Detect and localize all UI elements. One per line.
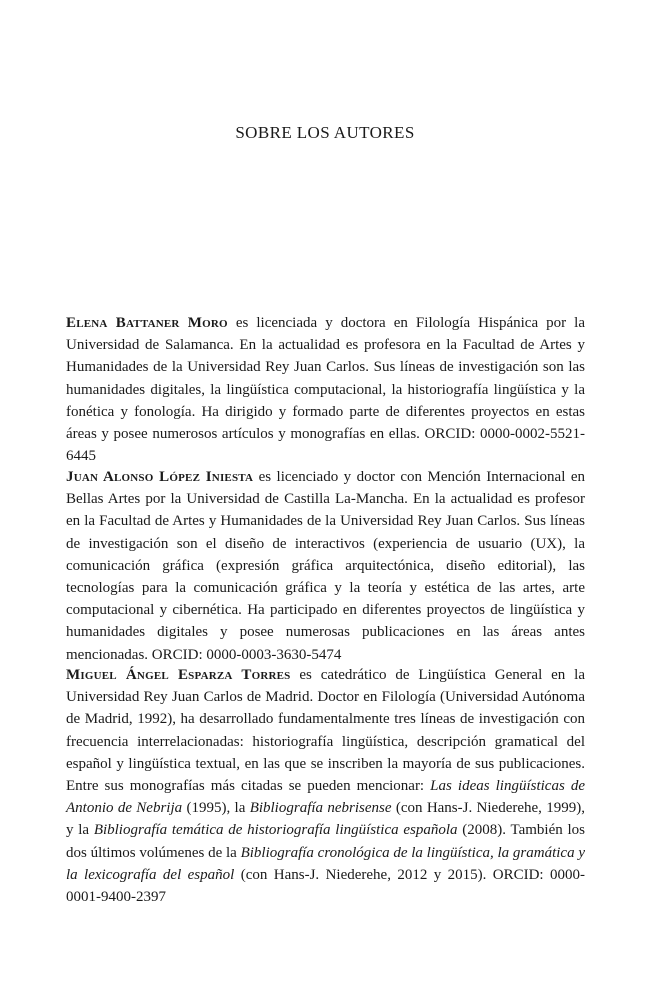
author-name: Miguel Ángel Esparza Torres	[66, 667, 291, 683]
author-bio-text: (con Hans-J. Niederehe, 2012 y 2015). ORCID: 0000-0001-9400-2397	[66, 866, 585, 906]
page-title: SOBRE LOS AUTORES	[235, 123, 415, 142]
book-title: Bibliografía temática de historiografía lingüística española	[93, 822, 458, 839]
author-bio-lopez	[66, 466, 585, 666]
author-bio-text: es licenciado y doctor con Mención Internacional en Bellas Artes por la Universidad de Castilla La-Mancha. En la actualidad es profesor en la Facultad de Artes y Humanidades de la Universidad Rey Juan Carlos. Sus líneas de investigación son el diseño de interactivos (experiencia de usuario (UX), la comunicación gráfica (expresión gráfica arquitectónica, diseño editorial), las tecnologías para la comunicación gráfica y la teoría y estética de las artes, arte computacional y cibernética. Ha participado en diferentes proyectos de lingüística y humanidades digitales y posee numerosas publicaciones en las áreas antes mencionadas. ORCID: 0000-0003-3630-5474	[66, 469, 585, 663]
author-bio-battaner	[66, 312, 585, 467]
author-bio-text: es catedrático de Lingüística General en la Universidad Rey Juan Carlos de Madrid. Doctor en Filología (Universidad Autónoma de Madrid, 1992), ha desarrollado fundamentalmente tres líneas de investigación con frecuencia interrelacionadas: historiografía lingüística, descripción gramatical del español y lingüística textual, en las que se inscriben la mayoría de sus publicaciones. Entre sus monografías más citadas se pueden mencionar:	[66, 667, 585, 795]
author-bio-text: es licenciada y doctora en Filología Hispánica por la Universidad de Salamanca. En la actualidad es profesora en la Facultad de Artes y Humanidades de la Universidad Rey Juan Carlos. Sus líneas de investigación son las humanidades digitales, la lingüística computacional, la historiografía lingüística y la fonética y fonología. Ha dirigido y formado parte de diferentes proyectos en estas áreas y posee numerosos artículos y monografías en ellas. ORCID: 0000-0002-5521-6445	[66, 315, 585, 465]
author-bio-text: (2008). También los dos últimos volúmenes de la	[66, 822, 585, 861]
author-name: Elena Battaner Moro	[66, 315, 228, 331]
author-bio-text: (con Hans-J. Niederehe, 1999), y la	[66, 800, 585, 839]
author-bio-text: (1995), la	[182, 800, 250, 817]
author-bio-esparza	[66, 664, 585, 908]
author-name: Juan Alonso López Iniesta	[66, 469, 254, 485]
book-title: Bibliografía cronológica de la lingüística, la gramática y la lexicografía del español	[66, 844, 585, 883]
book-title: Bibliografía nebrisense	[249, 800, 392, 817]
book-title: Las ideas lingüísticas de Antonio de Nebrija	[66, 778, 586, 817]
